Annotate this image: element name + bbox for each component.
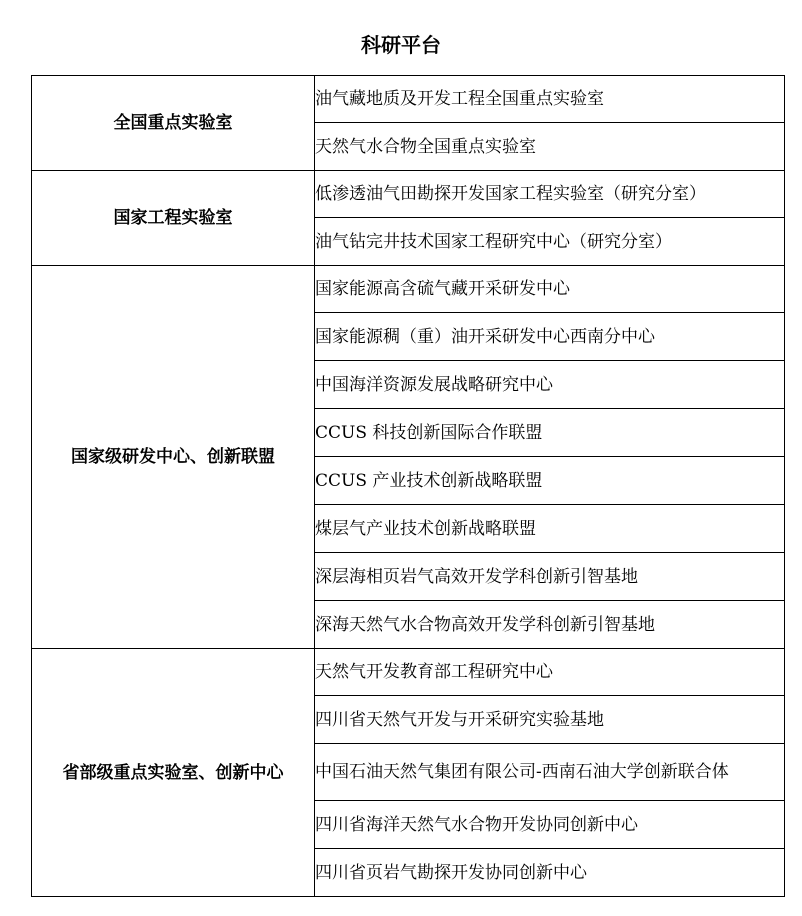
platform-table bbox=[31, 75, 785, 897]
platform-item: 天然气开发教育部工程研究中心 bbox=[315, 649, 785, 696]
table-row bbox=[32, 649, 785, 696]
platform-item: 深层海相页岩气高效开发学科创新引智基地 bbox=[315, 553, 785, 601]
platform-item: 国家能源稠（重）油开采研发中心西南分中心 bbox=[315, 313, 785, 361]
category-cell: 全国重点实验室 bbox=[32, 76, 315, 171]
platform-item: 四川省页岩气勘探开发协同创新中心 bbox=[315, 849, 785, 897]
platform-item: 天然气水合物全国重点实验室 bbox=[315, 123, 785, 171]
platform-item: 低渗透油气田勘探开发国家工程实验室（研究分室） bbox=[315, 171, 785, 218]
category-cell: 省部级重点实验室、创新中心 bbox=[32, 649, 315, 897]
platform-item: 油气藏地质及开发工程全国重点实验室 bbox=[315, 76, 785, 123]
platform-item: 煤层气产业技术创新战略联盟 bbox=[315, 505, 785, 553]
platform-item: 深海天然气水合物高效开发学科创新引智基地 bbox=[315, 601, 785, 649]
table-row bbox=[32, 171, 785, 218]
platform-item: 四川省天然气开发与开采研究实验基地 bbox=[315, 696, 785, 744]
page-title: 科研平台 bbox=[361, 33, 441, 57]
platform-item: 国家能源高含硫气藏开采研发中心 bbox=[315, 266, 785, 313]
platform-item: CCUS 科技创新国际合作联盟 bbox=[315, 409, 785, 457]
platform-item: CCUS 产业技术创新战略联盟 bbox=[315, 457, 785, 505]
table-row bbox=[32, 266, 785, 313]
category-cell: 国家工程实验室 bbox=[32, 171, 315, 266]
platform-item: 油气钻完井技术国家工程研究中心（研究分室） bbox=[315, 218, 785, 266]
platform-item: 中国石油天然气集团有限公司-西南石油大学创新联合体 bbox=[315, 744, 785, 801]
category-cell: 国家级研发中心、创新联盟 bbox=[32, 266, 315, 649]
platform-item: 四川省海洋天然气水合物开发协同创新中心 bbox=[315, 801, 785, 849]
table-row bbox=[32, 76, 785, 123]
platform-item: 中国海洋资源发展战略研究中心 bbox=[315, 361, 785, 409]
